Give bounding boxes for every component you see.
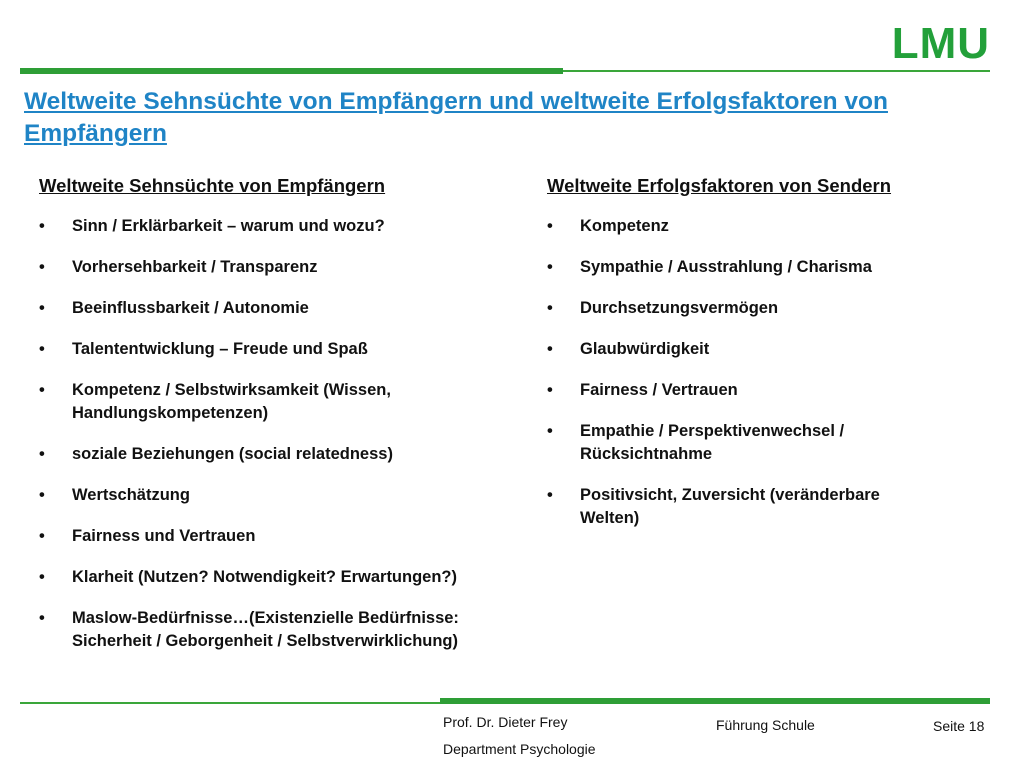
list-item: • Vorhersehbarkeit / Transparenz [39, 256, 539, 279]
list-item: • Kompetenz [547, 215, 987, 238]
list-item: • Klarheit (Nutzen? Notwendigkeit? Erwartungen?) [39, 566, 539, 589]
header-divider-accent [20, 68, 563, 74]
list-item: • Fairness / Vertrauen [547, 379, 987, 402]
slide-title: Weltweite Sehnsüchte von Empfängern und weltweite Erfolgsfaktoren von Empfängern [24, 88, 888, 147]
page-number: Seite 18 [933, 718, 985, 734]
left-column [39, 174, 539, 671]
list-item: • Fairness und Vertrauen [39, 525, 539, 548]
list-item: • soziale Beziehungen (social relatedness) [39, 443, 539, 466]
footer-topic: Führung Schule [716, 717, 815, 733]
left-bullet-list [39, 215, 539, 653]
list-item: • Sinn / Erklärbarkeit – warum und wozu? [39, 215, 539, 238]
list-item: • Kompetenz / Selbstwirksamkeit (Wissen, Handlungskompetenzen) [39, 379, 539, 425]
footer-author: Prof. Dr. Dieter Frey [443, 714, 568, 730]
footer-department: Department Psychologie [443, 741, 596, 757]
list-item: • Wertschätzung [39, 484, 539, 507]
right-column [547, 174, 987, 548]
footer-divider-accent [440, 698, 990, 704]
lmu-logo: LMU [891, 19, 990, 68]
list-item: • Glaubwürdigkeit [547, 338, 987, 361]
list-item: • Durchsetzungsvermögen [547, 297, 987, 320]
list-item: • Sympathie / Ausstrahlung / Charisma [547, 256, 987, 279]
list-item: • Positivsicht, Zuversicht (veränderbare Welten) [547, 484, 987, 530]
list-item: • Maslow-Bedürfnisse…(Existenzielle Bedürfnisse: Sicherheit / Geborgenheit / Selbstverwirklichung) [39, 607, 539, 653]
right-bullet-list [547, 215, 987, 530]
left-column-heading: Weltweite Sehnsüchte von Empfängern [39, 175, 386, 196]
list-item: • Beeinflussbarkeit / Autonomie [39, 297, 539, 320]
right-column-heading: Weltweite Erfolgsfaktoren von Sendern [547, 175, 892, 196]
list-item: • Empathie / Perspektivenwechsel / Rücksichtnahme [547, 420, 987, 466]
list-item: • Talententwicklung – Freude und Spaß [39, 338, 539, 361]
